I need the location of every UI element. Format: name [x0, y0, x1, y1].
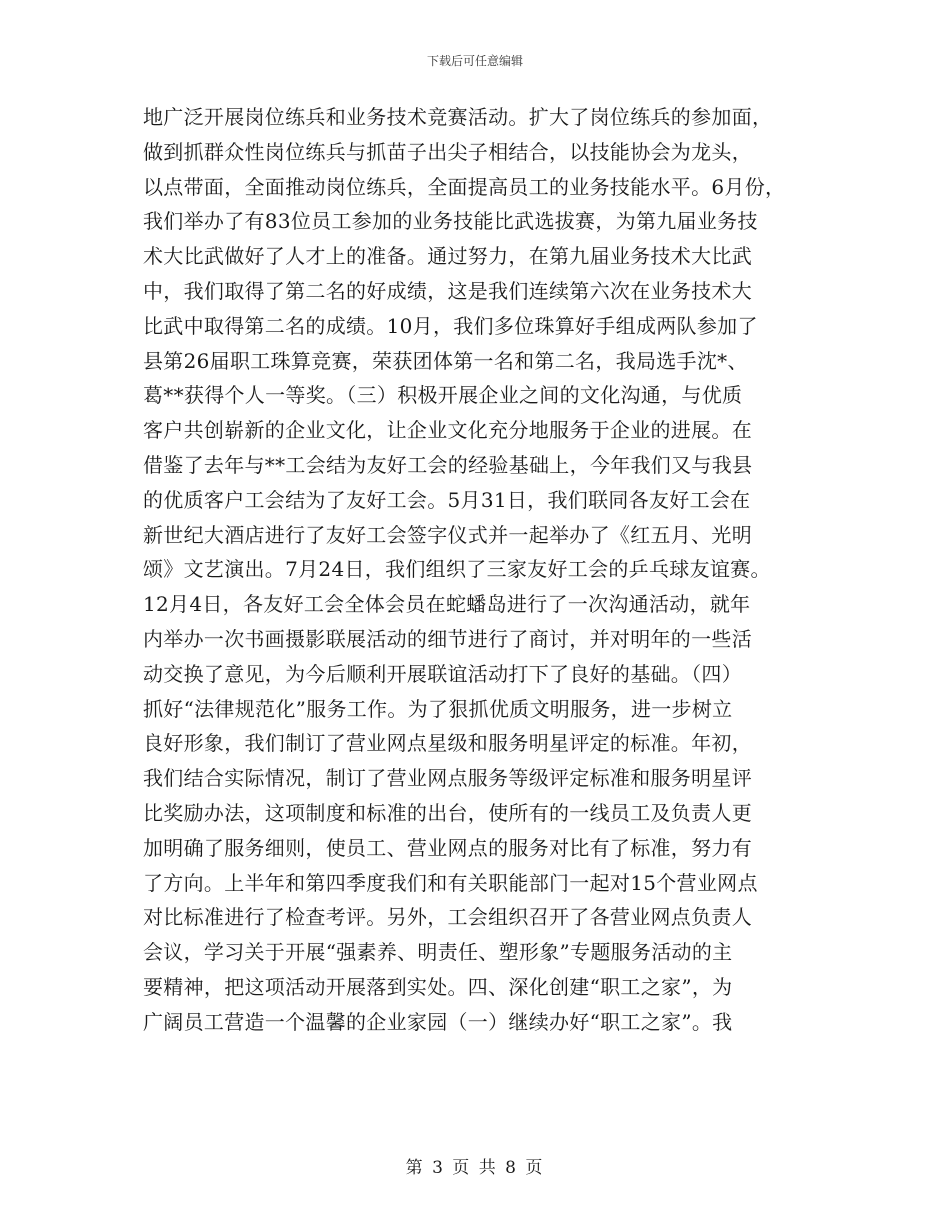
body-line-17: 动交换了意见，为今后顺利开展联谊活动打下了良好的基础。（四）	[143, 661, 742, 686]
body-line-1: 地广泛开展岗位练兵和业务技术竞赛活动。扩大了岗位练兵的参加面，	[143, 105, 773, 129]
body-line-25: 会议，学习关于开展“强素养、明责任、塑形象”专题服务活动的主	[143, 940, 733, 965]
page-number: 第 3 页 共 8 页	[405, 1158, 545, 1178]
body-line-13: 新世纪大酒店进行了友好工会签字仪式并一起举办了《红五月、光明	[143, 522, 752, 547]
body-line-18: 抓好“法律规范化”服务工作。为了狠抓优质文明服务，进一步树立	[143, 696, 733, 721]
body-line-20: 我们结合实际情况，制订了营业网点服务等级评定标准和服务明星评	[143, 766, 752, 791]
body-line-19: 良好形象，我们制订了营业网点星级和服务明星评定的标准。年初，	[143, 731, 752, 756]
body-line-6: 中，我们取得了第二名的好成绩，这是我们连续第六次在业务技术大	[143, 278, 752, 303]
body-line-23: 了方向。上半年和第四季度我们和有关职能部门一起对15个营业网点	[143, 870, 758, 895]
body-line-22: 加明确了服务细则，使员工、营业网点的服务对比有了标准，努力有	[143, 835, 752, 860]
body-line-14: 颂》文艺演出。7月24日，我们组织了三家友好工会的乒乓球友谊赛。	[143, 557, 771, 582]
body-line-26: 要精神，把这项活动开展落到实处。四、深化创建“职工之家”，为	[143, 974, 733, 999]
body-line-10: 客户共创崭新的企业文化，让企业文化充分地服务于企业的进展。在	[143, 418, 752, 443]
body-line-21: 比奖励办法，这项制度和标准的出台，使所有的一线员工及负责人更	[143, 800, 752, 825]
body-line-24: 对比标准进行了检查考评。另外，工会组织召开了各营业网点负责人	[143, 905, 752, 930]
body-line-3: 以点带面，全面推动岗位练兵，全面提高员工的业务技能水平。6月份，	[143, 174, 786, 199]
body-line-7: 比武中取得第二名的成绩。10月，我们多位珠算好手组成两队参加了	[143, 313, 758, 338]
body-line-16: 内举办一次书画摄影联展活动的细节进行了商讨，并对明年的一些活	[143, 626, 752, 651]
body-line-5: 术大比武做好了人才上的准备。通过努力，在第九届业务技术大比武	[143, 244, 752, 269]
body-line-4: 我们举办了有83位员工参加的业务技能比武选拔赛，为第九届业务技	[143, 209, 758, 234]
body-line-8: 县第26届职工珠算竞赛，荣获团体第一名和第二名，我局选手沈*、	[143, 348, 748, 373]
body-line-12: 的优质客户工会结为了友好工会。5月31日，我们联同各友好工会在	[143, 487, 751, 512]
body-line-2: 做到抓群众性岗位练兵与抓苗子出尖子相结合，以技能协会为龙头，	[143, 139, 752, 164]
page-header-note: 下载后可任意编辑	[426, 54, 523, 68]
document-body	[143, 100, 833, 1040]
body-line-11: 借鉴了去年与**工会结为友好工会的经验基础上，今年我们又与我县	[143, 452, 753, 477]
body-line-27: 广阔员工营造一个温馨的企业家园（一）继续办好“职工之家”。我	[143, 1009, 733, 1034]
body-line-15: 12月4日，各友好工会全体会员在蛇蟠岛进行了一次沟通活动，就年	[143, 592, 751, 617]
body-line-9: 葛**获得个人一等奖。（三）积极开展企业之间的文化沟通，与优质	[143, 383, 743, 408]
